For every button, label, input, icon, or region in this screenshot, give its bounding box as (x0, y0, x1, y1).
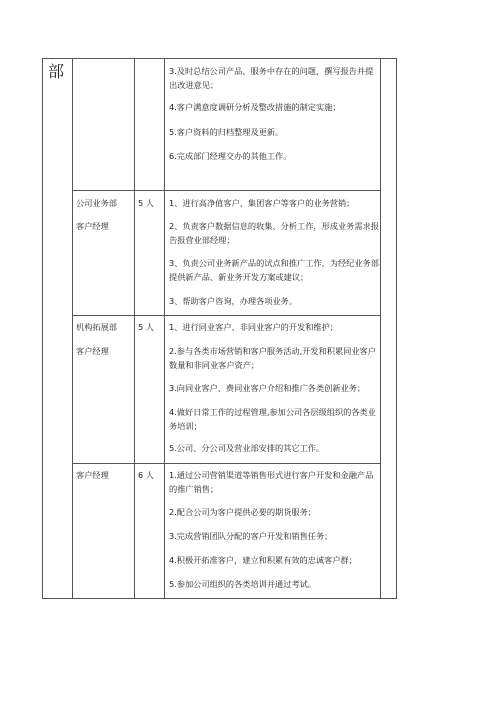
duty-item: 2、负责客户数据信息的收集、分析工作，形成业务需求报告报营业部经理； (169, 221, 379, 245)
section-label: 部 (48, 62, 65, 81)
table-border-bottom (42, 598, 396, 599)
duty-item: 1、进行同业客户、非同业客户的开发和维护； (169, 322, 338, 332)
duty-item: 5.参加公司组织的各类培训并通过考试。 (169, 579, 316, 589)
duty-item: 2.配合公司为客户提供必要的期货服务； (169, 507, 316, 517)
headcount: 5 人 (138, 322, 154, 332)
position-name: 客户经理 (76, 470, 109, 480)
duty-item: 3、帮助客户咨询，办理各项业务。 (169, 296, 298, 306)
col-divider (396, 58, 397, 599)
position-title: 客户经理 (76, 221, 109, 231)
col-divider (134, 58, 135, 599)
duty-item: 1、进行高净值客户、集团客户等客户的业务营销； (169, 198, 355, 208)
duty-item: 3.及时总结公司产品、服务中存在的问题，撰写报告并提出改进意见； (169, 66, 374, 90)
duty-item: 2.参与各类市场营销和客户服务活动,开发和积累同业客户数量和非同业客户资产； (169, 346, 376, 370)
col-divider (164, 58, 165, 599)
duty-item: 3.向同业客户、费同业客户介绍和推广各类创新业务； (169, 383, 366, 393)
position-name: 机构拓展部 (76, 322, 117, 332)
headcount: 5 人 (138, 198, 154, 208)
duty-item: 4.客户满意度调研分析及整改措施的制定实施； (169, 102, 341, 112)
col-divider (380, 58, 381, 599)
position-title: 客户经理 (76, 346, 109, 356)
row-divider (72, 315, 380, 316)
duty-item: 4.积极开拓准客户，建立和积累有效的忠诚客户群； (169, 555, 357, 565)
duty-item: 4.做好日常工作的过程管理,参加公司各层级组织的各类业务培训； (169, 407, 376, 431)
duty-item: 5.客户资料的归档整理及更新。 (169, 127, 284, 137)
duty-item: 3、负责公司业务新产品的试点和推广工作，为经纪业务部提供新产品、新业务开发方案或建议； (169, 258, 379, 282)
position-name: 公司业务部 (76, 198, 117, 208)
duty-item: 1.通过公司营销渠道等销售形式进行客户开发和金融产品的推广销售； (169, 470, 374, 494)
col-divider (72, 58, 73, 599)
duty-item: 3.完成营销团队分配的客户开发和销售任务； (169, 531, 333, 541)
duty-item: 6.完成部门经理交办的其他工作。 (169, 151, 292, 161)
col-divider (42, 58, 43, 599)
row-divider (72, 463, 380, 464)
headcount: 6 人 (138, 470, 154, 480)
duty-item: 5.公司、分公司及营业部安排的其它工作。 (169, 443, 325, 453)
table-border-top (42, 58, 396, 59)
row-divider (72, 190, 380, 191)
